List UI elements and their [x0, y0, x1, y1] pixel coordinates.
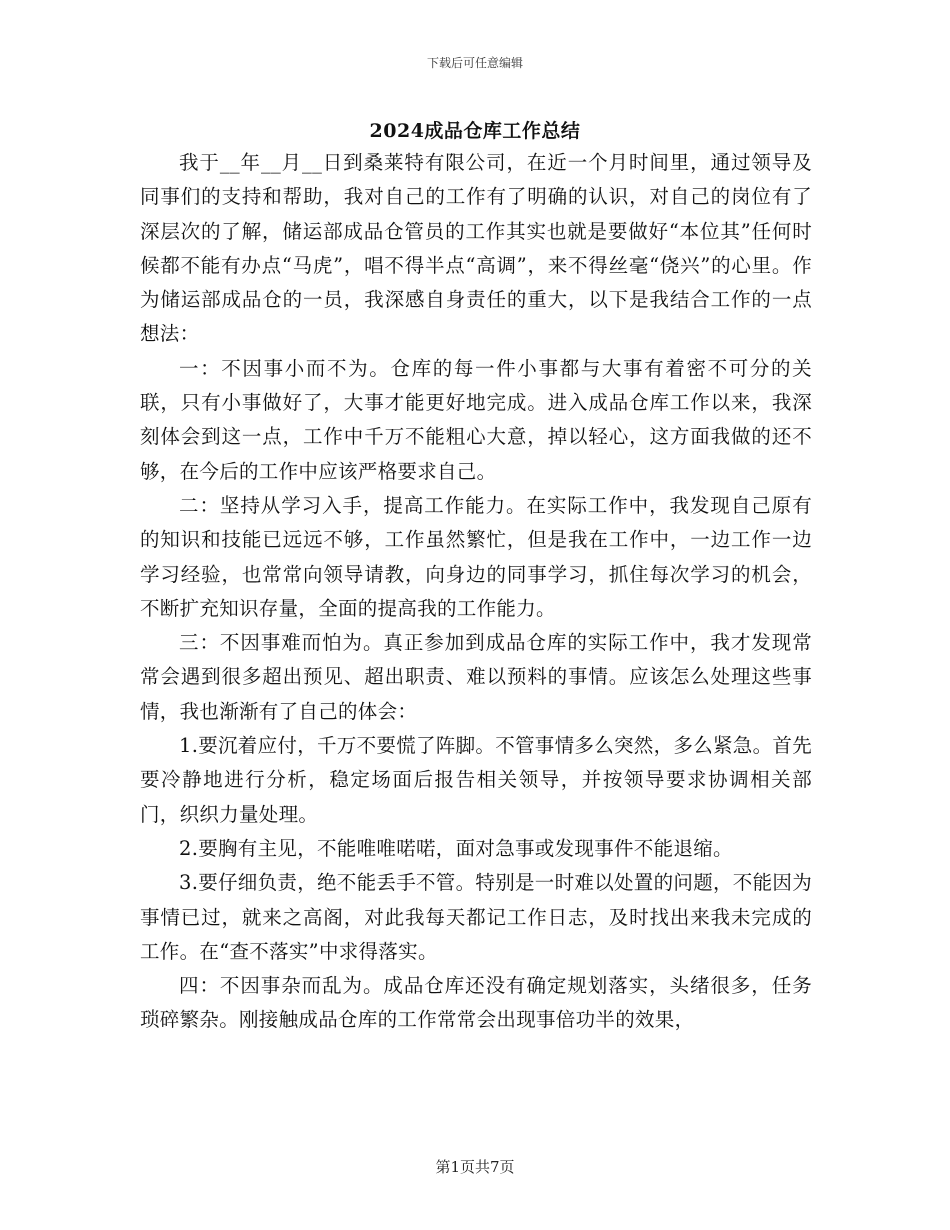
page-header-note: 下载后可任意编辑 — [426, 56, 523, 70]
page-number-footer: 第1页共7页 — [435, 1158, 515, 1176]
paragraph-subitem-2: 2.要胸有主见，不能唯唯喏喏，面对急事或发现事件不能退缩。 — [179, 836, 733, 860]
document-title: 2024成品仓库工作总结 — [369, 120, 581, 142]
paragraph-point-4: 四：不因事杂而乱为。成品仓库还没有确定规划落实，头绪很多，任务琐碎繁杂。刚接触成品仓库的工作常常会出现事倍功半的效果， — [140, 974, 812, 1032]
paragraph-point-1: 一：不因事小而不为。仓库的每一件小事都与大事有着密不可分的关联，只有小事做好了，大事才能更好地完成。进入成品仓库工作以来，我深刻体会到这一点，工作中千万不能粗心大意，掉以轻心，这方面我做的还不够，在今后的工作中应该严格要求自己。 — [140, 356, 812, 483]
paragraph-intro: 我于__年__月__日到桑莱特有限公司，在近一个月时间里，通过领导及同事们的支持和帮助，我对自己的工作有了明确的认识，对自己的岗位有了深层次的了解，储运部成品仓管员的工作其实也就是要做好“本位其”任何时候都不能有办点“马虎”，唱不得半点“高调”，来不得丝毫“侥兴”的心里。作为储运部成品仓的一员，我深感自身责任的重大，以下是我结合工作的一点想法： — [140, 151, 812, 346]
paragraph-subitem-3: 3.要仔细负责，绝不能丢手不管。特别是一时难以处置的问题，不能因为事情已过，就来之高阁，对此我每天都记工作日志，及时找出来我未完成的工作。在“查不落实”中求得落实。 — [140, 871, 813, 963]
document-body — [140, 146, 812, 1038]
paragraph-subitem-1: 1.要沉着应付，千万不要慌了阵脚。不管事情多么突然，多么紧急。首先要冷静地进行分析，稳定场面后报告相关领导，并按领导要求协调相关部门，织织力量处理。 — [140, 734, 813, 826]
paragraph-point-3: 三：不因事难而怕为。真正参加到成品仓库的实际工作中，我才发现常常会遇到很多超出预见、超出职责、难以预料的事情。应该怎么处理这些事情，我也渐渐有了自己的体会： — [140, 631, 812, 723]
paragraph-point-2: 二：坚持从学习入手，提高工作能力。在实际工作中，我发现自己原有的知识和技能已远远不够，工作虽然繁忙，但是我在工作中，一边工作一边学习经验，也常常向领导请教，向身边的同事学习，抓住每次学习的机会，不断扩充知识存量，全面的提高我的工作能力。 — [140, 493, 812, 620]
